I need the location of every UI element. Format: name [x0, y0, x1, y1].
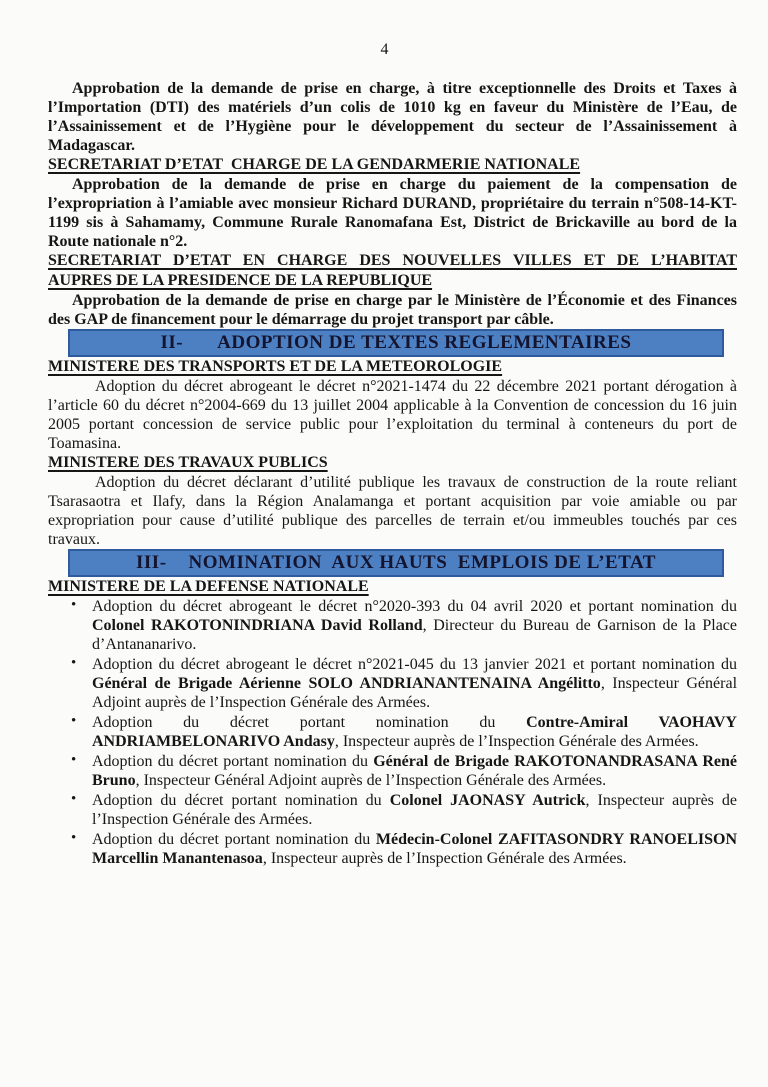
nomination-officer-name: Colonel RAKOTONINDRIANA David Rolland — [92, 617, 423, 634]
nomination-officer-name: Général de Brigade Aérienne SOLO ANDRIANANTENAINA Angélitto — [92, 675, 601, 692]
nomination-text-pre: Adoption du décret abrogeant le décret n°2020-393 du 04 avril 2020 et portant nomination du — [92, 598, 737, 615]
nomination-text-pre: Adoption du décret portant nomination du — [92, 792, 390, 809]
bullet-icon: • — [71, 597, 77, 613]
heading-nouvelles-villes — [48, 251, 737, 291]
heading-travaux-publics: MINISTERE DES TRAVAUX PUBLICS — [48, 454, 328, 471]
nomination-item — [68, 830, 737, 868]
nomination-text-post: , Directeur du Bureau de Garnison de la Place d’Antananarivo. — [92, 617, 737, 653]
section-banner-ii — [68, 329, 724, 357]
banner-iii-numeral: III- — [136, 552, 167, 573]
nomination-item — [68, 752, 737, 790]
bullet-icon: • — [71, 830, 77, 846]
nomination-text-pre: Adoption du décret portant nomination du — [92, 714, 527, 731]
nomination-item — [68, 597, 737, 654]
nomination-item — [68, 713, 737, 751]
nomination-text-post: , Inspecteur auprès de l’Inspection Générale des Armées. — [92, 792, 737, 828]
nomination-officer-name: Contre-Amiral VAOHAVY ANDRIAMBELONARIVO Andasy — [92, 714, 737, 750]
paragraph-import-dti: Approbation de la demande de prise en charge, à titre exceptionnelle des Droits et Taxes à l’Importation (DTI) des matériels d’un colis de 1010 kg en faveur du Ministère de l’Eau, de l’Assainissement et de l’Hygiène pour le développement du secteur de l’Assainissement à Madagascar. — [48, 80, 737, 154]
defense-nominations-list — [68, 597, 737, 868]
nomination-item — [68, 791, 737, 829]
paragraph-gendarmerie: Approbation de la demande de prise en charge du paiement de la compensation de l’expropriation à l’amiable avec monsieur Richard DURAND, propriétaire du terrain n°508-14-KT-1199 sis à Sahamamy, Commune Rurale Ranomafana Est, District de Brickaville au bord de la Route nationale n°2. — [48, 176, 737, 250]
section-banner-iii — [68, 549, 724, 577]
heading-gendarmerie: SECRETARIAT D’ETAT CHARGE DE LA GENDARMERIE NATIONALE — [48, 156, 581, 173]
banner-ii-numeral: II- — [160, 332, 184, 353]
nomination-officer-name: Général de Brigade RAKOTONANDRASANA René Bruno — [92, 753, 737, 789]
nomination-item — [68, 655, 737, 712]
paragraph-travaux-publics: Adoption du décret déclarant d’utilité publique les travaux de construction de la route reliant Tsarasaotra et Ilafy, dans la Région Analamanga et portant acquisition par voie amiable ou par expropriation pour cause d’utilité publique des parcelles de terrain et/ou immeubles touchés par ces travaux. — [48, 474, 737, 548]
paragraph-nouvelles-villes: Approbation de la demande de prise en charge par le Ministère de l’Économie et des Finances des GAP de financement pour le démarrage du projet transport par câble. — [48, 292, 737, 328]
heading-nouvelles-villes-line2: AUPRES DE LA PRESIDENCE DE LA REPUBLIQUE — [48, 272, 433, 289]
paragraph-transports: Adoption du décret abrogeant le décret n°2021-1474 du 22 décembre 2021 portant dérogation à l’article 60 du décret n°2004-669 du 13 juillet 2004 applicable à la Convention de concession du 16 juin 2005 portant concession de service public pour l’exploitation du terminal à conteneurs du port de Toamasina. — [48, 378, 737, 452]
banner-ii-title: ADOPTION DE TEXTES REGLEMENTAIRES — [217, 332, 632, 353]
nomination-text-post: , Inspecteur auprès de l’Inspection Générale des Armées. — [334, 733, 699, 750]
bullet-icon: • — [71, 752, 77, 768]
nomination-text-post: , Inspecteur Général Adjoint auprès de l’Inspection Générale des Armées. — [92, 675, 738, 711]
bullet-icon: • — [71, 791, 77, 807]
nomination-officer-name: Médecin-Colonel ZAFITASONDRY RANOELISON Marcellin Manantenasoa — [92, 831, 737, 867]
bullet-icon: • — [71, 655, 77, 671]
heading-transports: MINISTERE DES TRANSPORTS ET DE LA METEOROLOGIE — [48, 358, 503, 375]
nomination-text-pre: Adoption du décret portant nomination du — [92, 753, 374, 770]
nomination-text-post: , Inspecteur auprès de l’Inspection Générale des Armées. — [262, 850, 627, 867]
nomination-text-post: , Inspecteur Général Adjoint auprès de l’Inspection Générale des Armées. — [135, 772, 607, 789]
nomination-text-pre: Adoption du décret portant nomination du — [92, 831, 376, 848]
banner-iii-title: NOMINATION AUX HAUTS EMPLOIS DE L’ETAT — [188, 552, 656, 573]
bullet-icon: • — [71, 713, 77, 729]
page-number: 4 — [380, 41, 389, 58]
nomination-officer-name: Colonel JAONASY Autrick — [389, 792, 586, 809]
heading-defense-nationale: MINISTERE DE LA DEFENSE NATIONALE — [48, 578, 369, 595]
heading-nouvelles-villes-line1: SECRETARIAT D’ETAT EN CHARGE DES NOUVELLES VILLES ET DE L’HABITAT — [48, 252, 737, 269]
nomination-text-pre: Adoption du décret abrogeant le décret n°2021-045 du 13 janvier 2021 et portant nomination du — [92, 656, 737, 673]
